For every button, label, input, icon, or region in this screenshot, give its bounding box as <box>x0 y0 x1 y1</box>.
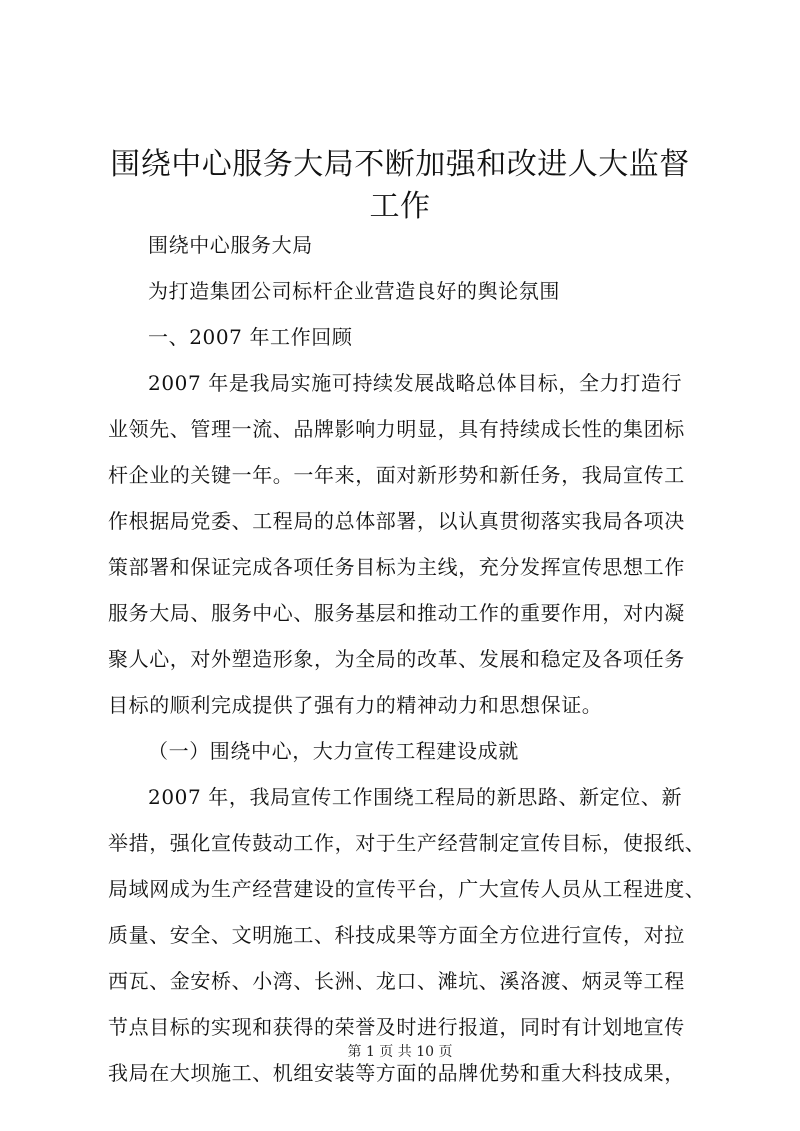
paragraph-line: 业领先、管理一流、品牌影响力明显，具有持续成长性的集团标 <box>108 417 685 441</box>
paragraph-line: 我局在大坝施工、机组安装等方面的品牌优势和重大科技成果， <box>108 1061 685 1085</box>
paragraph-line: 节点目标的实现和获得的荣誉及时进行报道，同时有计划地宣传 <box>108 1015 685 1039</box>
paragraph-line: 质量、安全、文明施工、科技成果等方面全方位进行宣传，对拉 <box>108 923 685 947</box>
section-heading: 一、2007 年工作回顾 <box>148 325 353 349</box>
paragraph-line: 杆企业的关键一年。一年来，面对新形势和新任务，我局宣传工 <box>108 463 685 487</box>
paragraph-line: 举措，强化宣传鼓动工作，对于生产经营制定宣传目标，使报纸、 <box>108 831 706 855</box>
subtitle-line: 围绕中心服务大局 <box>148 233 313 257</box>
paragraph-line: 西瓦、金安桥、小湾、长洲、龙口、滩坑、溪洛渡、炳灵等工程 <box>108 969 685 993</box>
page-footer: 第 1 页 共 10 页 <box>347 1044 453 1060</box>
paragraph-line: 策部署和保证完成各项任务目标为主线，充分发挥宣传思想工作 <box>108 555 685 579</box>
paragraph-line: 2007 年是我局实施可持续发展战略总体目标，全力打造行 <box>148 371 683 395</box>
paragraph-line: 服务大局、服务中心、服务基层和推动工作的重要作用，对内凝 <box>108 601 685 625</box>
slogan-line: 为打造集团公司标杆企业营造良好的舆论氛围 <box>148 279 560 303</box>
paragraph-line: 目标的顺利完成提供了强有力的精神动力和思想保证。 <box>108 693 603 717</box>
document-title: 围绕中心服务大局不断加强和改进人大监督工作 <box>110 147 690 224</box>
subsection-heading: （一）围绕中心，大力宣传工程建设成就 <box>148 739 519 763</box>
paragraph-line: 局域网成为生产经营建设的宣传平台，广大宣传人员从工程进度、 <box>108 877 706 901</box>
paragraph-line: 作根据局党委、工程局的总体部署，以认真贯彻落实我局各项决 <box>108 509 685 533</box>
paragraph-line: 聚人心，对外塑造形象，为全局的改革、发展和稳定及各项任务 <box>108 647 685 671</box>
paragraph-line: 2007 年，我局宣传工作围绕工程局的新思路、新定位、新 <box>148 785 683 809</box>
